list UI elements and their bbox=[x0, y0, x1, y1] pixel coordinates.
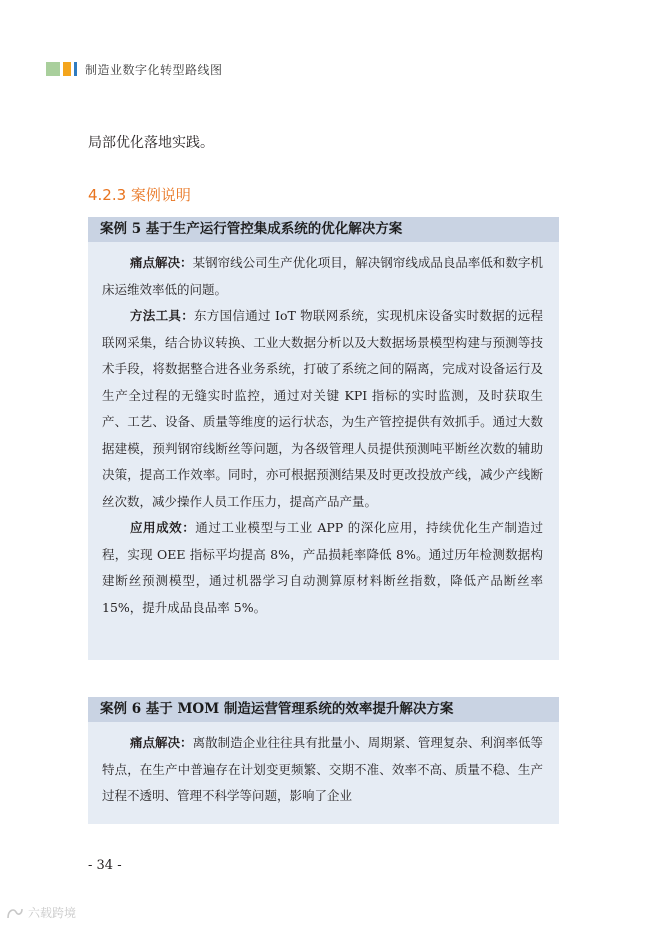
watermark bbox=[6, 904, 76, 921]
case-5-pain-point bbox=[102, 250, 543, 303]
header-title: 制造业数字化转型路线图 bbox=[85, 62, 223, 77]
results-text: 通过工业模型与工业 APP 的深化应用，持续优化生产制造过程，实现 OEE 指标平均提高 8%，产品损耗率降低 8%。通过历年检测数据构建断丝预测模型，通过机器学习自动测算原材料断丝指数，降低产品断丝率 15%，提升成品良品率 5%。 bbox=[102, 520, 543, 615]
page-number: - 34 - bbox=[88, 858, 122, 873]
case-5-body bbox=[88, 242, 559, 621]
pain-point-text: 某钢帘线公司生产优化项目，解决钢帘线成品良品率低和数字机床运维效率低的问题。 bbox=[102, 255, 543, 297]
header-green-block bbox=[46, 62, 60, 76]
case-6-body bbox=[88, 722, 559, 810]
section-heading: 4.2.3 案例说明 bbox=[88, 186, 191, 204]
case-5-title: 案例 5 基于生产运行管控集成系统的优化解决方案 bbox=[88, 217, 559, 242]
case-5-box bbox=[88, 217, 559, 660]
pain-point-text: 离散制造企业往往具有批量小、周期紧、管理复杂、利润率低等特点，在生产中普遍存在计划变更频繁、交期不准、效率不高、质量不稳、生产过程不透明、管理不科学等问题，影响了企业 bbox=[102, 735, 543, 803]
method-text: 东方国信通过 IoT 物联网系统，实现机床设备实时数据的远程联网采集，结合协议转换、工业大数据分析以及大数据场景模型构建与预测等技术手段，将数据整合进各业务系统，打破了系统之间的隔离，完成对设备运行及生产全过程的无缝实时监控，通过对关键 KPI 指标的实时监测，及时获取生产、工艺、设备、质量等维度的运行状态，为生产管控提供有效抓手。通过大数据建模，预判钢帘线断丝等问题，为各级管理人员提供预测吨平断丝次数的辅助决策，提高工作效率。同时，亦可根据预测结果及时更改投放产线，减少产线断丝次数，减少操作人员工作压力，提高产品产量。 bbox=[102, 308, 543, 509]
pain-point-label: 痛点解决： bbox=[130, 255, 193, 270]
case-5-results bbox=[102, 515, 543, 621]
intro-line: 局部优化落地实践。 bbox=[88, 135, 214, 151]
case-6-pain-point bbox=[102, 730, 543, 810]
case-5-method bbox=[102, 303, 543, 515]
header-blue-bar bbox=[74, 62, 77, 76]
running-header bbox=[46, 60, 223, 78]
pain-point-label: 痛点解决： bbox=[130, 735, 193, 750]
case-6-box bbox=[88, 697, 559, 824]
case-6-title: 案例 6 基于 MOM 制造运营管理系统的效率提升解决方案 bbox=[88, 697, 559, 722]
header-orange-block bbox=[63, 62, 71, 76]
results-label: 应用成效： bbox=[130, 520, 196, 535]
watermark-logo-icon bbox=[6, 906, 24, 920]
method-label: 方法工具： bbox=[130, 308, 194, 323]
watermark-text: 六载跨境 bbox=[28, 906, 77, 920]
